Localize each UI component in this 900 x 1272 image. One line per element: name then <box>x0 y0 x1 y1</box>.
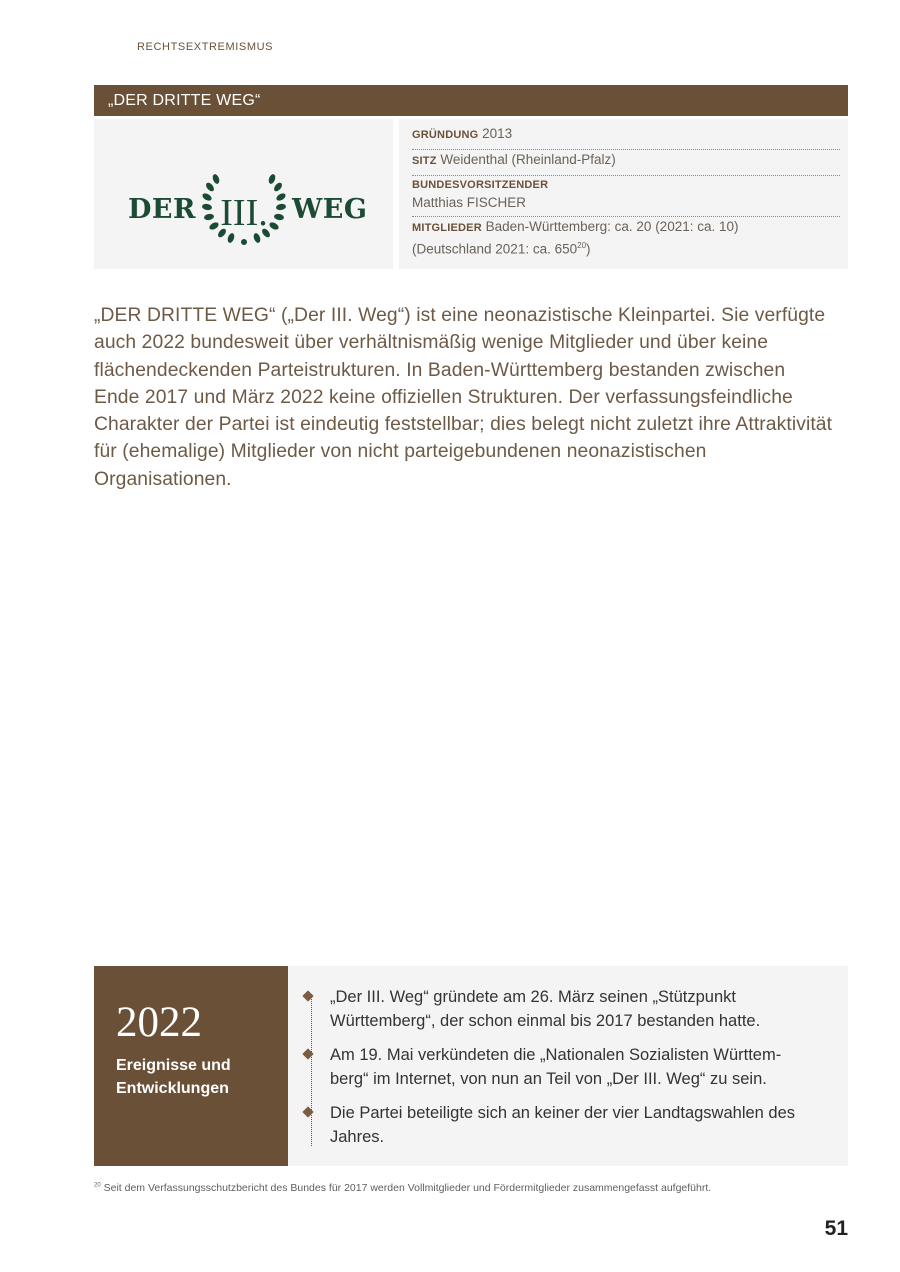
intro-paragraph <box>94 302 834 493</box>
events-sidebar <box>94 966 288 1166</box>
profile-body <box>94 116 848 269</box>
footnote-number: 20 <box>94 1182 101 1189</box>
fact-members <box>412 217 840 263</box>
events-caption <box>116 1054 231 1100</box>
fact-value: Weidenthal (Rheinland-Pfalz) <box>440 152 616 167</box>
event-text: „Der III. Weg“ gründete am 26. März seinen „Stützpunkt Württemberg“, der schon einmal bis 2017 bestanden hatte. <box>330 988 761 1030</box>
list-item <box>330 1044 808 1091</box>
events-box <box>94 966 848 1166</box>
list-item <box>330 1102 808 1149</box>
fact-value: 2013 <box>482 126 513 141</box>
footnote-text: Seit dem Verfassungsschutzbericht des Bundes für 2017 werden Vollmitglieder und Fördermitglieder zusammengefasst aufgeführt. <box>103 1182 712 1194</box>
fact-value: Baden-Württemberg: ca. 20 (2021: ca. 10) <box>485 219 739 234</box>
events-caption-line: Ereignisse und <box>116 1057 231 1074</box>
fact-seat <box>412 150 840 176</box>
profile-title: „DER DRITTE WEG“ <box>94 85 848 116</box>
party-logo <box>128 169 367 249</box>
fact-founding <box>412 124 840 150</box>
laurel-wreath-icon <box>194 169 294 249</box>
logo-left-word: DER <box>128 193 196 225</box>
fact-value: Matthias FISCHER <box>412 195 527 210</box>
party-facts <box>399 119 848 269</box>
logo-right-word: WEG <box>291 193 368 225</box>
logo-roman-numeral: III. <box>220 192 268 234</box>
list-item <box>330 986 808 1033</box>
logo-panel <box>94 119 393 269</box>
fact-label: GRÜNDUNG <box>412 129 479 141</box>
fact-value-close: ) <box>586 241 591 257</box>
fact-label: MITGLIEDER <box>412 222 482 234</box>
fact-chair <box>412 176 840 217</box>
event-text: Am 19. Mai verkündeten die „Nationalen Sozialisten Württemberg“ im Internet, von nun an Teil von „Der III. Weg“ zu sein. <box>330 1046 782 1088</box>
footnote <box>94 1182 711 1194</box>
footnote-ref: 20 <box>577 241 587 250</box>
dotted-rail <box>311 996 312 1146</box>
fact-label: SITZ <box>412 155 437 167</box>
events-list <box>288 966 848 1166</box>
fact-label: BUNDESVORSITZENDER <box>412 179 549 191</box>
page-number: 51 <box>824 1217 848 1240</box>
event-text: Die Partei beteiligte sich an keiner der vier Landtagswahlen des Jahres. <box>330 1104 796 1146</box>
events-caption-line: Entwicklungen <box>116 1080 229 1097</box>
events-year: 2022 <box>116 999 202 1046</box>
running-head: RECHTSEXTREMISMUS <box>137 41 274 53</box>
intro-text: „DER DRITTE WEG“ („Der III. Weg“) ist eine neonazistische Kleinpartei. Sie verfügte auch 2022 bundesweit über verhältnismäßig wenige Mitglieder und über keine flächendeckenden Parteistrukturen. In Baden-Württemberg bestanden zwischen Ende 2017 und März 2022 keine offiziellen Strukturen. Der verfassungsfeindliche Charakter der Partei ist eindeutig feststellbar; dies belegt nicht zuletzt ihre Attraktivität für (ehemalige) Mitglieder von nicht parteigebundenen neonazistischen Organisationen. <box>94 305 833 490</box>
fact-value-line2: (Deutschland 2021: ca. 650 <box>412 241 578 257</box>
party-profile-box <box>94 85 848 269</box>
